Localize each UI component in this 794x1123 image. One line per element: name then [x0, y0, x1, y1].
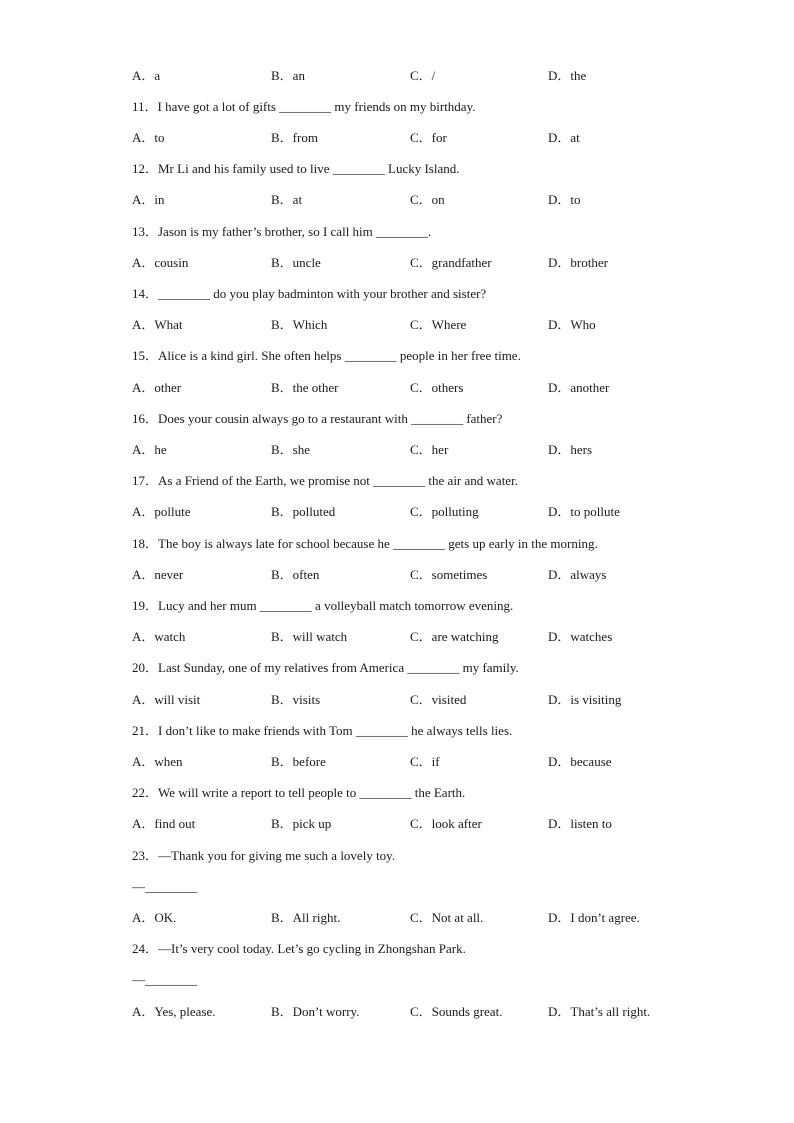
option-d: D．watches	[548, 629, 613, 644]
option-b: B．will watch	[271, 629, 348, 644]
option-c: C．grandfather	[410, 255, 492, 270]
option-b: B．from	[271, 130, 318, 145]
question-text: 19．Lucy and her mum ________ a volleyball match tomorrow evening.	[132, 598, 514, 613]
option-d: D．because	[548, 754, 612, 769]
question-text: —________	[132, 972, 197, 987]
option-d: D．That’s all right.	[548, 1004, 651, 1019]
option-b: B．visits	[271, 692, 321, 707]
option-a: A．in	[132, 192, 165, 207]
option-a: A．when	[132, 754, 183, 769]
question-text: 17．As a Friend of the Earth, we promise not ________ the air and water.	[132, 473, 518, 488]
option-d: D．listen to	[548, 816, 612, 831]
option-b: B．before	[271, 754, 326, 769]
option-c: C．are watching	[410, 629, 499, 644]
option-b: B．uncle	[271, 255, 321, 270]
option-b: B．she	[271, 442, 311, 457]
option-b: B．Which	[271, 317, 328, 332]
option-c: C．Sounds great.	[410, 1004, 503, 1019]
question-text: 14．________ do you play badminton with your brother and sister?	[132, 286, 487, 301]
option-a: A．never	[132, 567, 184, 582]
question-text: 21．I don’t like to make friends with Tom ________ he always tells lies.	[132, 723, 513, 738]
option-a: A．What	[132, 317, 183, 332]
option-a: A．pollute	[132, 504, 191, 519]
question-text: 20．Last Sunday, one of my relatives from America ________ my family.	[132, 660, 519, 675]
option-b: B．polluted	[271, 504, 336, 519]
option-a: A．will visit	[132, 692, 201, 707]
option-d: D．to	[548, 192, 581, 207]
option-c: C．polluting	[410, 504, 479, 519]
option-c: C．sometimes	[410, 567, 488, 582]
option-c: C．visited	[410, 692, 467, 707]
option-d: D．brother	[548, 255, 608, 270]
option-c: C．on	[410, 192, 445, 207]
option-b: B．pick up	[271, 816, 332, 831]
option-a: A．OK.	[132, 910, 177, 925]
question-text: 12．Mr Li and his family used to live ________ Lucky Island.	[132, 161, 460, 176]
option-d: D．always	[548, 567, 607, 582]
question-text: 24．—It’s very cool today. Let’s go cycling in Zhongshan Park.	[132, 941, 466, 956]
option-d: D．the	[548, 68, 587, 83]
option-b: B．an	[271, 68, 305, 83]
option-a: A．to	[132, 130, 165, 145]
option-d: D．at	[548, 130, 580, 145]
option-b: B．All right.	[271, 910, 341, 925]
option-a: A．Yes, please.	[132, 1004, 216, 1019]
option-c: C．for	[410, 130, 447, 145]
option-c: C．others	[410, 380, 464, 395]
question-text: 22．We will write a report to tell people to ________ the Earth.	[132, 785, 466, 800]
option-d: D．another	[548, 380, 610, 395]
option-d: D．Who	[548, 317, 596, 332]
option-b: B．the other	[271, 380, 339, 395]
option-a: A．watch	[132, 629, 186, 644]
question-text: 18．The boy is always late for school because he ________ gets up early in the morning.	[132, 536, 598, 551]
option-c: C．her	[410, 442, 449, 457]
option-b: B．at	[271, 192, 303, 207]
option-c: C．if	[410, 754, 440, 769]
option-c: C．Where	[410, 317, 467, 332]
option-b: B．Don’t worry.	[271, 1004, 360, 1019]
question-text: 23．—Thank you for giving me such a lovely toy.	[132, 848, 396, 863]
option-a: A．cousin	[132, 255, 189, 270]
option-b: B．often	[271, 567, 320, 582]
option-d: D．hers	[548, 442, 593, 457]
option-a: A．find out	[132, 816, 196, 831]
option-c: C．Not at all.	[410, 910, 484, 925]
question-text: 11．I have got a lot of gifts ________ my friends on my birthday.	[132, 99, 476, 114]
question-text: 15．Alice is a kind girl. She often helps ________ people in her free time.	[132, 348, 521, 363]
option-a: A．other	[132, 380, 182, 395]
question-text: —________	[132, 879, 197, 894]
option-c: C．/	[410, 68, 436, 83]
option-d: D．is visiting	[548, 692, 622, 707]
option-d: D．I don’t agree.	[548, 910, 640, 925]
option-a: A．a	[132, 68, 161, 83]
question-text: 16．Does your cousin always go to a restaurant with ________ father?	[132, 411, 503, 426]
option-d: D．to pollute	[548, 504, 620, 519]
option-c: C．look after	[410, 816, 482, 831]
option-a: A．he	[132, 442, 167, 457]
question-text: 13．Jason is my father’s brother, so I call him ________.	[132, 224, 432, 239]
